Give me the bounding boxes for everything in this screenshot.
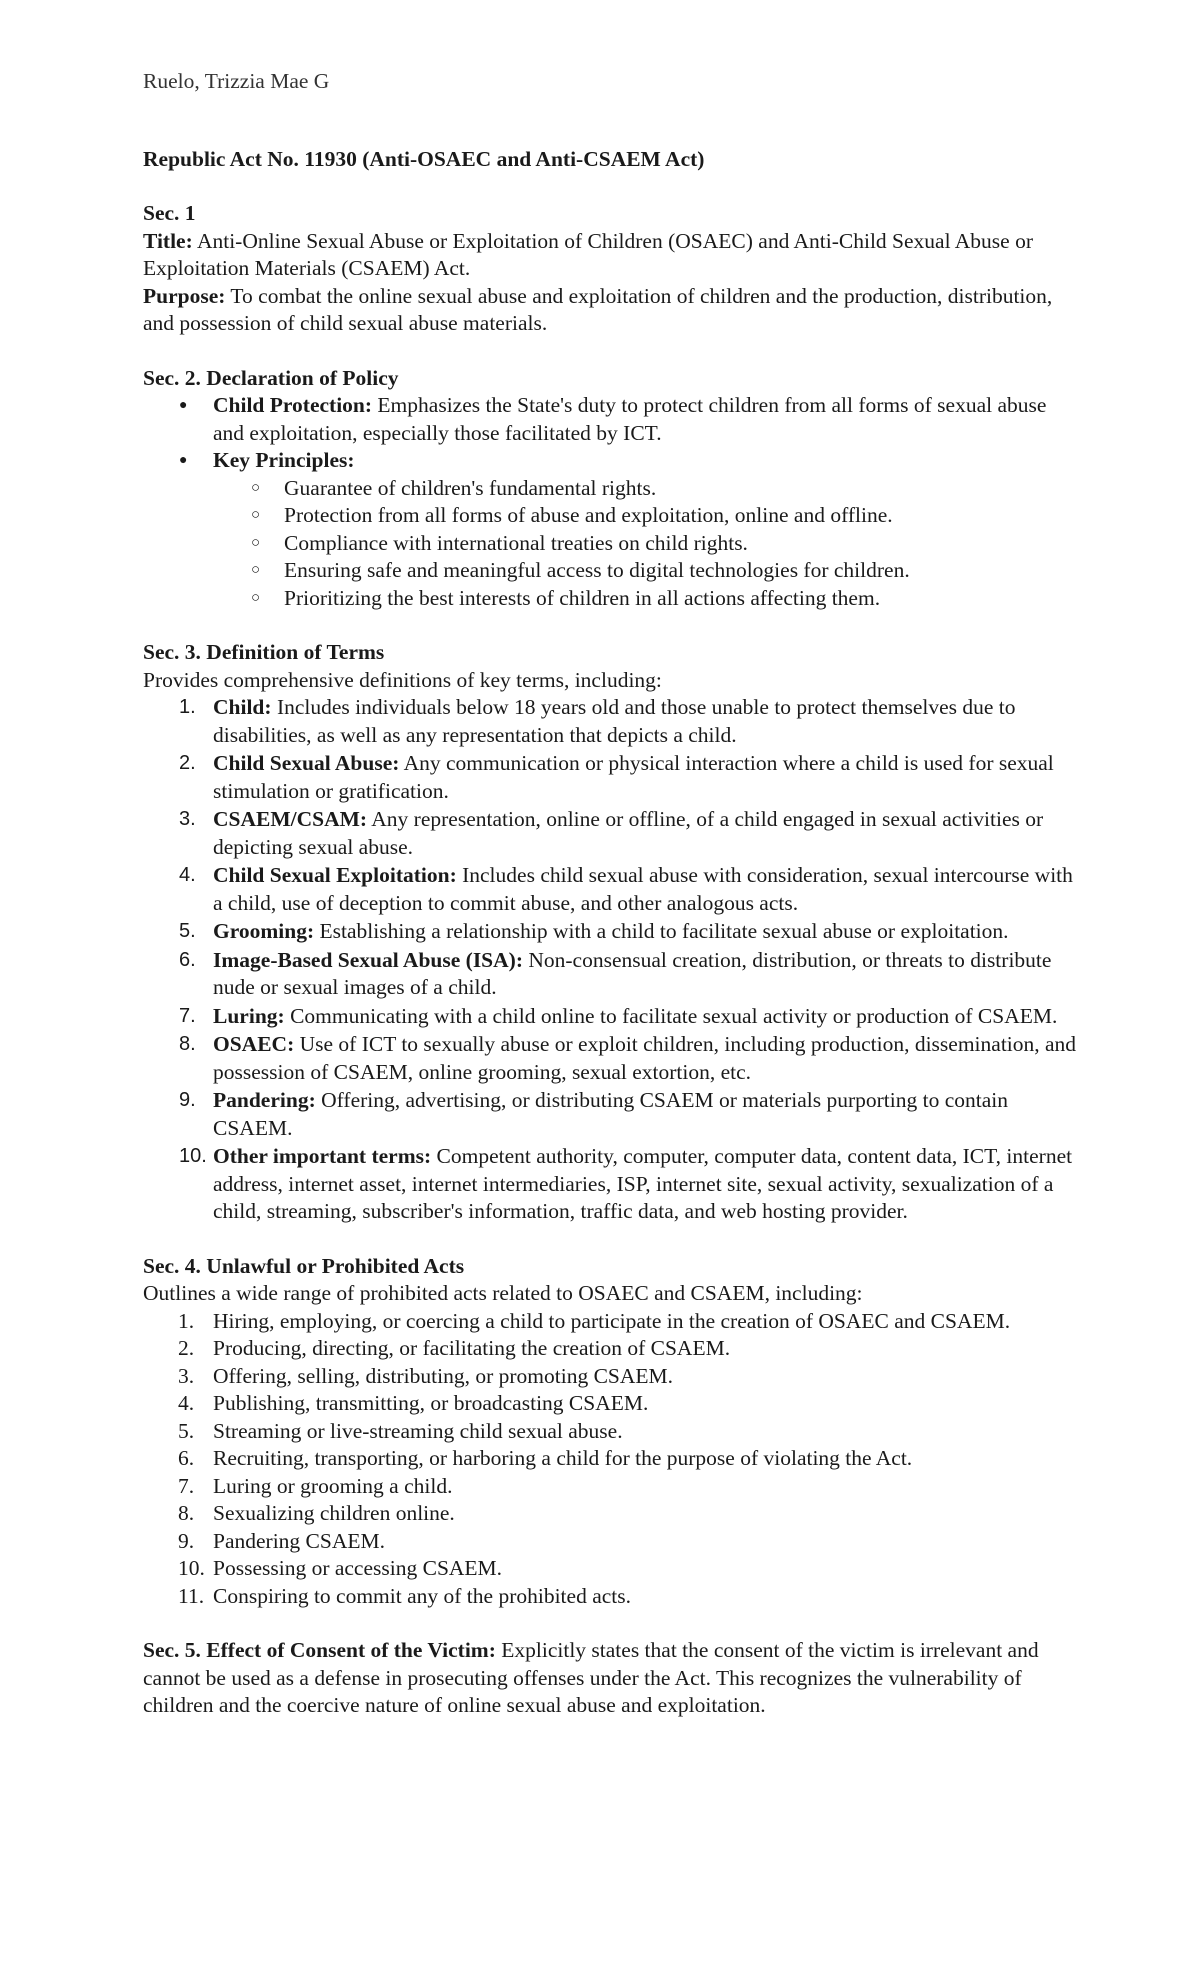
list-item: 10. Other important terms: Competent authority, computer, computer data, content data, ICT, internet address, internet asset, internet intermediaries, ISP, internet site, sexual activity, sexualization of a child, streaming, subscriber's information, traffic data, and web hosting provider. bbox=[179, 1144, 1073, 1223]
document-title: Republic Act No. 11930 (Anti-OSAEC and Anti-CSAEM Act) bbox=[143, 146, 705, 171]
policy-list bbox=[143, 392, 1078, 612]
policy-item-key-principles bbox=[143, 447, 1078, 612]
principles-list bbox=[213, 475, 1078, 613]
list-item: 7. Luring or grooming a child. bbox=[178, 1473, 453, 1498]
purpose-label: Purpose: bbox=[143, 283, 226, 308]
list-item: 5. Grooming: Establishing a relationship with a child to facilitate sexual abuse or exploitation. bbox=[179, 919, 1009, 943]
section-4-heading: Sec. 4. Unlawful or Prohibited Acts bbox=[143, 1253, 465, 1278]
section-1-title bbox=[143, 228, 1078, 283]
key-principles-label: Key Principles: bbox=[213, 448, 355, 472]
list-item: 8. Sexualizing children online. bbox=[178, 1501, 455, 1525]
list-item: 4. Child Sexual Exploitation: Includes child sexual abuse with consideration, sexual intercourse with a child, use of deception to commit abuse, and other analogous acts. bbox=[179, 863, 1073, 915]
child-protection-label: Child Protection: bbox=[213, 393, 373, 417]
circle-bullet-icon: ○ bbox=[251, 589, 261, 606]
list-item: 9. Pandering CSAEM. bbox=[178, 1528, 385, 1553]
section-1 bbox=[143, 200, 1078, 338]
terms-list bbox=[143, 694, 1078, 1226]
section-2 bbox=[143, 365, 1078, 613]
list-item: 11. Conspiring to commit any of the prohibited acts. bbox=[178, 1583, 631, 1608]
bullet-icon: ● bbox=[179, 398, 188, 413]
section-4-intro: Outlines a wide range of prohibited acts related to OSAEC and CSAEM, including: bbox=[143, 1281, 863, 1305]
circle-bullet-icon: ○ bbox=[251, 534, 261, 551]
section-2-heading: Sec. 2. Declaration of Policy bbox=[143, 365, 399, 390]
section-1-purpose bbox=[143, 283, 1078, 338]
list-item: 10. Possessing or accessing CSAEM. bbox=[178, 1556, 503, 1580]
list-item: 6. Image-Based Sexual Abuse (ISA): Non-consensual creation, distribution, or threats to distribute nude or sexual images of a child. bbox=[179, 947, 1052, 999]
section-3-heading: Sec. 3. Definition of Terms bbox=[143, 640, 385, 664]
list-item: 9. Pandering: Offering, advertising, or distributing CSAEM or materials purporting to contain CSAEM. bbox=[179, 1088, 1009, 1140]
document-content bbox=[143, 68, 1078, 1720]
section-5-paragraph bbox=[143, 1637, 1078, 1720]
section-3 bbox=[143, 639, 1078, 1226]
prohibited-acts-list bbox=[143, 1308, 1078, 1611]
section-4 bbox=[143, 1253, 1078, 1611]
list-item: ○ Ensuring safe and meaningful access to digital technologies for children. bbox=[143, 557, 1078, 585]
list-item: 6. Recruiting, transporting, or harboring a child for the purpose of violating the Act. bbox=[178, 1446, 913, 1470]
list-item: ○ Guarantee of children's fundamental rights. bbox=[143, 475, 1078, 503]
section-3-intro: Provides comprehensive definitions of key terms, including: bbox=[143, 667, 662, 692]
list-item: ○ Protection from all forms of abuse and exploitation, online and offline. bbox=[143, 502, 1078, 530]
purpose-text: To combat the online sexual abuse and exploitation of children and the production, distribution, and possession of child sexual abuse materials. bbox=[143, 283, 1053, 335]
list-item: 5. Streaming or live-streaming child sexual abuse. bbox=[178, 1418, 623, 1443]
circle-bullet-icon: ○ bbox=[251, 562, 261, 578]
policy-item-child-protection bbox=[143, 392, 1078, 447]
title-label: Title: bbox=[143, 228, 193, 253]
list-item: 3. CSAEM/CSAM: Any representation, online or offline, of a child engaged in sexual activities or depicting sexual abuse. bbox=[179, 807, 1044, 859]
circle-bullet-icon: ○ bbox=[251, 479, 261, 496]
circle-bullet-icon: ○ bbox=[251, 507, 261, 523]
list-item: 2. Child Sexual Abuse: Any communication or physical interaction where a child is used for sexual stimulation or gratification. bbox=[179, 751, 1054, 803]
list-item: 8. OSAEC: Use of ICT to sexually abuse or exploit children, including production, dissemination, and possession of CSAEM, online grooming, sexual extortion, etc. bbox=[179, 1032, 1077, 1084]
list-item: 1. Hiring, employing, or coercing a child to participate in the creation of OSAEC and CSAEM. bbox=[178, 1308, 1011, 1333]
list-item: 1. Child: Includes individuals below 18 years old and those unable to protect themselves due to disabilities, as well as any representation that depicts a child. bbox=[179, 695, 1016, 747]
child-protection-text: Emphasizes the State's duty to protect children from all forms of sexual abuse and exploitation, especially those facilitated by ICT. bbox=[213, 393, 1047, 445]
list-item: 4. Publishing, transmitting, or broadcasting CSAEM. bbox=[178, 1391, 649, 1415]
section-1-heading: Sec. 1 bbox=[143, 201, 196, 225]
bullet-icon: ● bbox=[179, 453, 188, 468]
section-5-heading: Sec. 5. Effect of Consent of the Victim: bbox=[143, 1638, 496, 1662]
list-item: 7. Luring: Communicating with a child online to facilitate sexual activity or production of CSAEM. bbox=[179, 1003, 1058, 1028]
list-item: 3. Offering, selling, distributing, or promoting CSAEM. bbox=[178, 1363, 674, 1388]
list-item: 2. Producing, directing, or facilitating the creation of CSAEM. bbox=[178, 1336, 731, 1360]
title-text: Anti-Online Sexual Abuse or Exploitation of Children (OSAEC) and Anti-Child Sexual Abuse or Exploitation Materials (CSAEM) Act. bbox=[143, 228, 1033, 280]
list-item: ○ Prioritizing the best interests of children in all actions affecting them. bbox=[143, 585, 1078, 613]
section-5 bbox=[143, 1637, 1078, 1720]
list-item: ○ Compliance with international treaties on child rights. bbox=[143, 530, 1078, 558]
section-5-text: Explicitly states that the consent of the victim is irrelevant and cannot be used as a defense in prosecuting offenses under the Act. This recognizes the vulnerability of children and the coercive nature of online sexual abuse and exploitation. bbox=[143, 1638, 1039, 1717]
author-name: Ruelo, Trizzia Mae G bbox=[143, 69, 330, 93]
